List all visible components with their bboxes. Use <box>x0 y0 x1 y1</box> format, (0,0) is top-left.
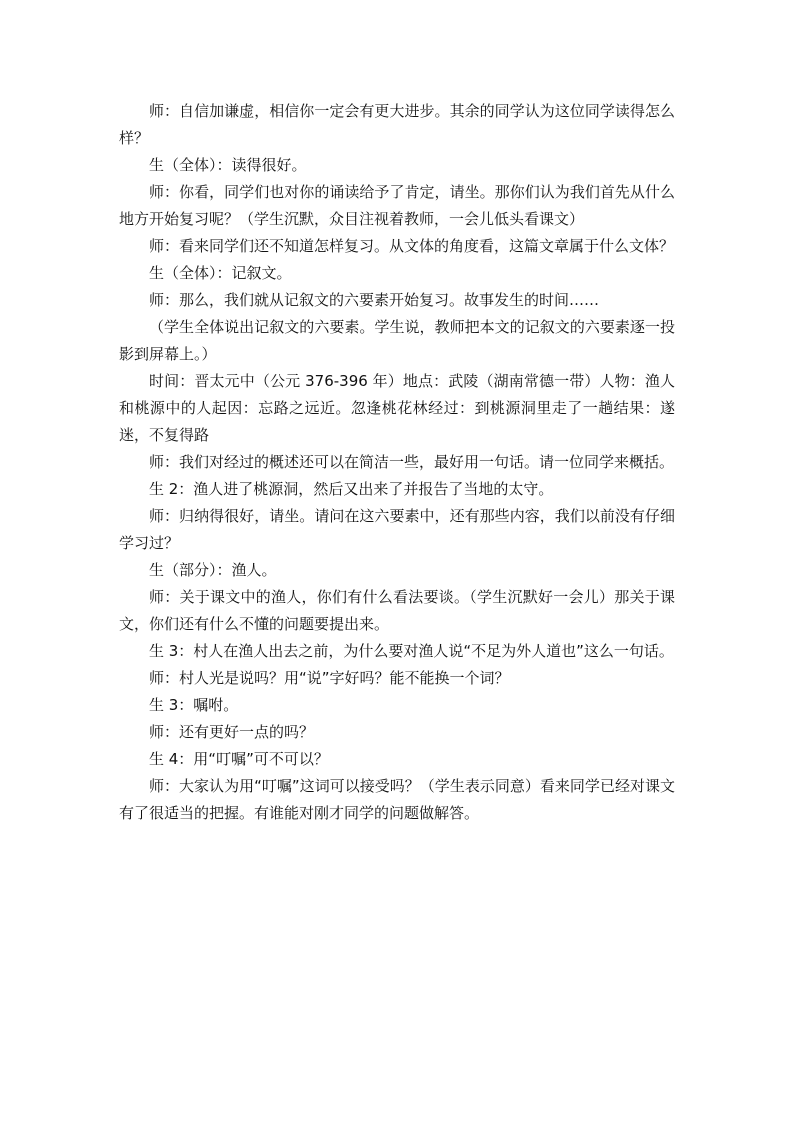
paragraph: 生（全体）：记叙文。 <box>149 264 292 282</box>
paragraph: 生 3：村人在渔人出去之前，为什么要对渔人说“不足为外人道也”这么一句话。 <box>149 642 674 660</box>
paragraph: 师：还有更好一点的吗？ <box>149 723 315 741</box>
paragraph: 师：村人光是说吗？用“说”字好吗？能不能换一个词？ <box>149 669 510 687</box>
paragraph: 生 4：用“叮嘱”可不可以？ <box>149 750 329 768</box>
paragraph: 时间：晋太元中（公元 376-396 年）地点：武陵（湖南常德一带）人物：渔人和桃源中的人起因：忘路之远近。忽逢桃花林经过：到桃源洞里走了一趟结果：遂迷，不复得路 <box>119 372 675 444</box>
paragraph: 师：大家认为用“叮嘱”这词可以接受吗？（学生表示同意）看来同学已经对课文有了很适当的把握。有谁能对刚才同学的问题做解答。 <box>119 777 675 822</box>
paragraph: 师：那么，我们就从记叙文的六要素开始复习。故事发生的时间…… <box>149 291 600 309</box>
document-body <box>119 98 675 827</box>
paragraph: 生 3：嘱咐。 <box>149 696 239 714</box>
paragraph: 生（全体）：读得很好。 <box>149 156 307 174</box>
paragraph: 生 2：渔人进了桃源洞，然后又出来了并报告了当地的太守。 <box>149 480 554 498</box>
paragraph: 师：归纳得很好，请坐。请问在这六要素中，还有那些内容，我们以前没有仔细学习过？ <box>119 507 675 552</box>
paragraph: 师：我们对经过的概述还可以在简洁一些，最好用一句话。请一位同学来概括。 <box>149 453 675 471</box>
paragraph: 师：看来同学们还不知道怎样复习。从文体的角度看，这篇文章属于什么文体？ <box>149 237 675 255</box>
paragraph: 师：你看，同学们也对你的诵读给予了肯定，请坐。那你们认为我们首先从什么地方开始复习呢？（学生沉默，众目注视着教师，一会儿低头看课文） <box>119 183 675 228</box>
paragraph: 师：关于课文中的渔人，你们有什么看法要谈。（学生沉默好一会儿）那关于课文，你们还有什么不懂的问题要提出来。 <box>119 588 675 633</box>
paragraph: （学生全体说出记叙文的六要素。学生说，教师把本文的记叙文的六要素逐一投影到屏幕上。） <box>119 318 675 363</box>
paragraph: 生（部分）：渔人。 <box>149 561 277 579</box>
paragraph: 师：自信加谦虚，相信你一定会有更大进步。其余的同学认为这位同学读得怎么样？ <box>119 102 675 147</box>
